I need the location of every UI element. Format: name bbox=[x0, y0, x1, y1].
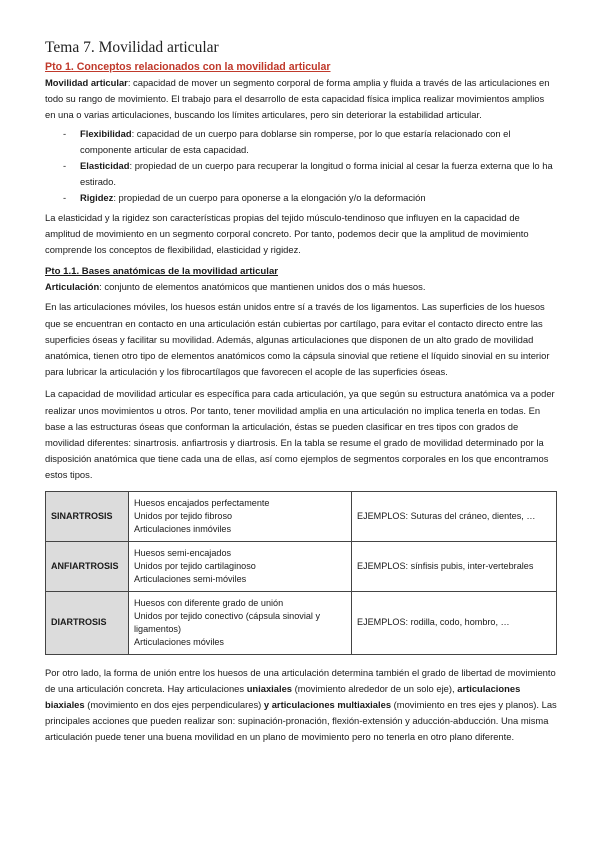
section-1-heading: Pto 1. Conceptos relacionados con la movilidad articular bbox=[45, 61, 331, 73]
axes-text: (movimiento alrededor de un solo eje), bbox=[292, 682, 458, 694]
multiaxial-term: y articulaciones multiaxiales bbox=[263, 699, 392, 711]
intro-paragraph bbox=[45, 75, 557, 124]
list-dash: - bbox=[63, 192, 67, 204]
list-dash: - bbox=[63, 127, 67, 139]
closing-paragraph: La elasticidad y la rigidez son características propias del tejido músculo-tendinoso que influyen en la capacidad de amplitud de movimiento en un segmento corporal concreto. Por tanto, podemos decir que la amplitud de movimiento comprende los conceptos de flexibilidad, elasticidad y rigidez. bbox=[45, 211, 529, 256]
feature-line: Huesos semi-encajados bbox=[134, 547, 232, 558]
biaxial-term: articulaciones biaxiales bbox=[45, 682, 521, 711]
table-row bbox=[46, 591, 557, 654]
joint-examples: EJEMPLOS: rodilla, codo, hombro, … bbox=[352, 591, 557, 654]
feature-line: Unidos por tejido cartilaginoso bbox=[134, 560, 256, 571]
uniaxial-term: uniaxiales bbox=[246, 682, 293, 694]
list-term: Rigidez bbox=[80, 192, 114, 204]
list-text: : capacidad de un cuerpo para doblarse sin romperse, por lo que estaría relacionado con el componente articular de esta capacidad. bbox=[80, 127, 511, 155]
joint-type-name: SINARTROSIS bbox=[46, 491, 129, 541]
axes-paragraph bbox=[45, 665, 557, 746]
articulation-text: : conjunto de elementos anatómicos que mantienen unidos dos o más huesos. bbox=[99, 281, 426, 293]
feature-line: Unidos por tejido fibroso bbox=[134, 510, 233, 521]
list-item bbox=[45, 158, 557, 190]
section-1-1-heading: Pto 1.1. Bases anatómicas de la movilidad articular bbox=[45, 266, 279, 278]
articulation-term: Articulación bbox=[45, 281, 100, 293]
joint-types-table bbox=[45, 491, 557, 655]
feature-line: Huesos con diferente grado de unión bbox=[134, 597, 284, 608]
joint-features bbox=[129, 541, 352, 591]
joint-features bbox=[129, 491, 352, 541]
joint-examples: EJEMPLOS: Suturas del cráneo, dientes, … bbox=[352, 491, 557, 541]
joint-examples: EJEMPLOS: sínfisis pubis, inter-vertebrales bbox=[352, 541, 557, 591]
articulation-definition bbox=[45, 279, 557, 295]
table-row bbox=[46, 491, 557, 541]
axes-text: (movimiento en dos ejes perpendiculares) bbox=[84, 699, 264, 711]
table-row bbox=[46, 541, 557, 591]
intro-text: : capacidad de mover un segmento corporal de forma amplia y fluida a través de las articulaciones en todo su rango de movimiento. El trabajo para el desarrollo de esta capacidad física implica realizar movimientos amplios en una o varias articulaciones, buscando los límites articulares, pero sin deteriorar la estabilidad articular. bbox=[45, 77, 550, 121]
ligaments-paragraph: En las articulaciones móviles, los huesos están unidos entre sí a través de los ligamentos. Las superficies de los huesos que se encuentran en contacto en una articulación están cubiertas por cartílago, para evitar el contacto directo entre las superficies óseas y facilitar su movilidad. Además, algunas articulaciones que disponen de un alto grado de movilidad anatómica, tienen otro tipo de elementos anatómicos como la cápsula sinovial que retiene el líquido sinovial en su interior para lubricar la articulación y los fibrocartílagos que favorecen el acople de las superficies óseas. bbox=[45, 301, 550, 378]
classification-paragraph: La capacidad de movilidad articular es específica para cada articulación, ya que según su estructura anatómica va a poder realizar unos movimientos u otros. Por tanto, tener movilidad amplia en una articulación no implica tenerla en todas. En base a las estructuras óseas que conforman la articulación, éstas se pueden clasificar en tres tipos con grados de movilidad diferentes: sinartrosis. anfiartrosis y diartrosis. En la tabla se resume el grado de movilidad determinado por la disposición anatómica que tiene cada una de ellas, así como ejemplos de segmentos corporales en los que encontramos estos tipos. bbox=[45, 388, 555, 481]
concept-list bbox=[45, 126, 557, 207]
intro-term: Movilidad articular bbox=[45, 77, 128, 88]
feature-line: Articulaciones móviles bbox=[134, 636, 224, 647]
joint-type-name: DIARTROSIS bbox=[46, 591, 129, 654]
list-item bbox=[45, 190, 557, 206]
joint-type-name: ANFIARTROSIS bbox=[46, 541, 129, 591]
list-item bbox=[45, 126, 557, 158]
axes-text: Por otro lado, la forma de unión entre los huesos de una articulación determina también el grado de libertad de movimiento de una articulación concreta. Hay articulaciones bbox=[45, 666, 556, 694]
list-text: : propiedad de un cuerpo para oponerse a la elongación y/o la deformación bbox=[113, 192, 426, 204]
page-title: Tema 7. Movilidad articular bbox=[45, 39, 219, 56]
list-dash: - bbox=[63, 160, 67, 172]
list-text: : propiedad de un cuerpo para recuperar la longitud o forma inicial al cesar la fuerza externa que lo ha estirado. bbox=[80, 160, 553, 188]
list-term: Flexibilidad bbox=[80, 127, 132, 139]
axes-text: (movimiento en tres ejes y planos). Las principales acciones que pueden realizar son: supinación-pronación, flexión-extensión y aducción-abducción. Una misma articulación puede tener una buena movilidad en un plano de movimiento pero no tenerla en otro plano diferente. bbox=[45, 699, 557, 743]
joint-features bbox=[129, 591, 352, 654]
feature-line: Articulaciones inmóviles bbox=[134, 523, 232, 534]
feature-line: Articulaciones semi-móviles bbox=[134, 573, 247, 584]
list-term: Elasticidad bbox=[80, 160, 130, 172]
feature-line: Unidos por tejido conectivo (cápsula sinovial y ligamentos) bbox=[134, 610, 321, 634]
document-page bbox=[45, 38, 557, 746]
feature-line: Huesos encajados perfectamente bbox=[134, 497, 270, 508]
